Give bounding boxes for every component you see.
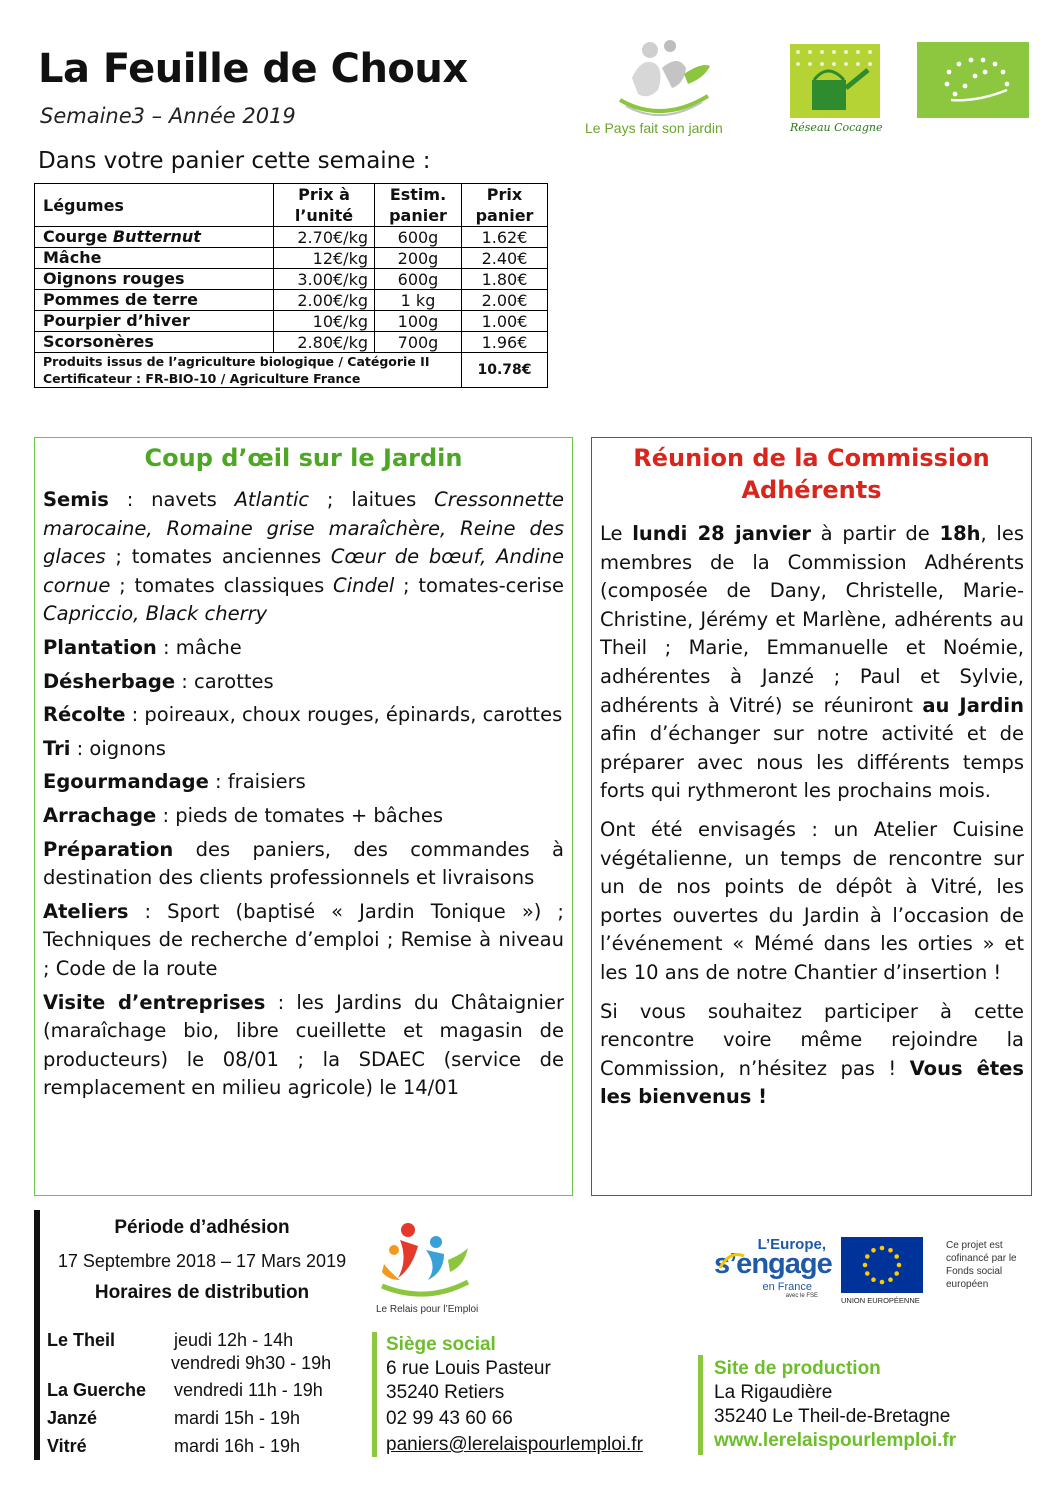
garden-item-label: Désherbage <box>43 669 176 693</box>
garden-text: ; tomates anciennes <box>105 545 331 569</box>
eu-star <box>865 1254 870 1259</box>
vegetable-name: Pommes de terre <box>35 290 274 311</box>
adhesion-block <box>47 1217 357 1304</box>
meeting-paragraph <box>600 998 1024 1112</box>
siege-address-line: 35240 Retiers <box>386 1382 505 1403</box>
eu-star <box>894 1271 899 1276</box>
eu-star <box>871 1248 876 1253</box>
siege-email-link[interactable]: paniers@lerelaispourlemploi.fr <box>386 1434 643 1455</box>
meeting-text: Si vous souhaitez participer à cette rencontre voire même rejoindre la Commission, n’hésitez pas ! <box>600 999 1024 1080</box>
garden-item <box>43 989 564 1103</box>
garden-item-text: : carottes <box>175 669 274 693</box>
basket-quantity: 100g <box>375 311 462 332</box>
europe-logo-text: L’Europe, <box>757 1236 826 1253</box>
meeting-place: au Jardin <box>922 693 1024 717</box>
hours-time: mardi 15h - 19h <box>174 1408 301 1428</box>
production-title: Site de production <box>714 1358 881 1379</box>
variety-name: Cindel <box>333 573 395 597</box>
garden-title: Coup d’œil sur le Jardin <box>144 444 463 472</box>
basket-quantity: 1 kg <box>375 290 462 311</box>
unit-price: 2.00€/kg <box>274 290 375 311</box>
basket-price: 2.00€ <box>462 290 548 311</box>
unit-price: 10€/kg <box>274 311 375 332</box>
basket-quantity: 600g <box>375 227 462 248</box>
garden-item-text: : les Jardins du Châtaignier (maraîchage bio, libre cueillette et magasin de producteurs) le 08/01 ; la SDAEC (service de remplacement en milieu agricole) le 14/01 <box>43 990 564 1100</box>
table-row <box>35 290 548 311</box>
eu-star <box>880 1246 885 1251</box>
unit-price: 12€/kg <box>274 248 375 269</box>
siege-social-block <box>386 1333 643 1457</box>
eu-star <box>871 1277 876 1282</box>
period-heading: Période d’adhésion <box>114 1217 290 1238</box>
meeting-title <box>592 442 1031 506</box>
basket-price: 1.96€ <box>462 332 548 353</box>
garden-item <box>43 768 564 797</box>
garden-item <box>43 898 564 984</box>
garden-item-label: Egourmandage <box>43 770 209 794</box>
garden-item <box>43 735 564 764</box>
garden-item-label: Visite d’entreprises <box>43 990 266 1014</box>
garden-item-label: Préparation <box>43 837 174 861</box>
garden-item-label: Ateliers <box>43 899 129 923</box>
basket-price: 1.80€ <box>462 269 548 290</box>
garden-item <box>43 668 564 697</box>
table-row <box>35 269 548 290</box>
cocagne-logo-caption: Réseau Cocagne <box>790 121 883 134</box>
garden-item <box>43 836 564 893</box>
table-row <box>35 248 548 269</box>
meeting-text: Le <box>600 522 633 545</box>
garden-text: : navets <box>108 488 235 511</box>
meeting-title-line: Réunion de la Commission <box>633 444 990 472</box>
siege-address-line: 6 rue Louis Pasteur <box>386 1358 551 1379</box>
garden-item-text: : oignons <box>70 736 166 760</box>
meeting-date: lundi 28 janvier <box>632 522 811 545</box>
variety-name: Cœur de bœuf, Andine cornue <box>43 545 564 597</box>
table-header: Prix à l’unité <box>274 184 375 227</box>
hours-place: Janzé <box>47 1408 98 1428</box>
certification-note: Produits issus de l’agriculture biologique / Catégorie II Certificateur : FR-BIO-10 / Agriculture France <box>35 353 462 388</box>
variety-name: Capriccio, Black cherry <box>43 602 268 626</box>
garden-item-label: Semis <box>43 488 109 511</box>
eu-organic-leaf-icon <box>917 42 1029 118</box>
basket-heading: Dans votre panier cette semaine : <box>38 148 431 174</box>
eu-flag-icon <box>841 1237 923 1293</box>
garden-item-text: : mâche <box>156 635 242 659</box>
reseau-cocagne-logo <box>790 44 880 118</box>
meeting-text: , les membres de la Commission Adhérents (composée de Dany, Christelle, Marie-Christine, Jérémy et Marlène, adhérents au Theil ; Marie, Emmanuelle et Noémie, adhérentes à Janzé ; Paul et Sylvie, adhérents à Vitré) se réuniront <box>600 522 1024 717</box>
eu-star <box>888 1248 893 1253</box>
europe-logo-text: en France <box>762 1281 812 1293</box>
eu-star <box>888 1277 893 1282</box>
eu-star-swirl-icon <box>716 1248 746 1278</box>
garden-text: ; tomates-cerise <box>394 573 564 597</box>
variety-name: Cressonnette marocaine, Romaine grise maraîchère, Reine des glaces <box>43 488 564 569</box>
basket-total: 10.78€ <box>462 353 548 388</box>
meeting-welcome: Vous êtes les bienvenus ! <box>600 1056 1024 1109</box>
website-link[interactable]: www.lerelaispourlemploi.fr <box>714 1430 957 1451</box>
black-vertical-bar <box>34 1210 40 1460</box>
meeting-paragraph <box>600 520 1024 806</box>
table-row <box>35 332 548 353</box>
eu-star <box>865 1271 870 1276</box>
garden-item-semis <box>43 486 564 629</box>
garden-item-text: : Sport (baptisé « Jardin Tonique ») ; Techniques de recherche d’emploi ; Remise à niveau ; Code de la route <box>43 899 564 980</box>
garden-item <box>43 634 564 663</box>
siege-title: Siège social <box>386 1334 496 1355</box>
table-header: Prix panier <box>462 184 548 227</box>
green-vertical-bar <box>372 1332 377 1457</box>
basket-quantity: 700g <box>375 332 462 353</box>
hours-time: vendredi 11h - 19h <box>174 1380 323 1400</box>
basket-price: 1.62€ <box>462 227 548 248</box>
garden-content <box>43 486 564 1108</box>
hours-time: vendredi 9h30 - 19h <box>171 1353 332 1373</box>
eu-star <box>897 1263 902 1268</box>
page-subtitle: Semaine3 – Année 2019 <box>40 104 296 128</box>
meeting-box <box>591 437 1032 1196</box>
meeting-text: afin d’échanger sur notre activité et de préparer avec nous les différents temps forts qui rythmeront les prochains mois. <box>600 722 1024 803</box>
eu-star <box>894 1254 899 1259</box>
basket-quantity: 200g <box>375 248 462 269</box>
hours-place: Vitré <box>47 1436 87 1456</box>
vegetable-name: Pourpier d’hiver <box>35 311 274 332</box>
period-dates: 17 Septembre 2018 – 17 Mars 2019 <box>57 1251 347 1271</box>
meeting-paragraph: Ont été envisagés : un Atelier Cuisine végétalienne, un temps de rencontre sur un de nos points de dépôt à Vitré, les portes ouvertes du Jardin à l’occasion de l’événement « Mémé dans les orties » et les 10 ans de notre Chantier d’insertion ! <box>600 817 1024 984</box>
meeting-time: 18h <box>939 522 981 545</box>
hours-place: Le Theil <box>47 1330 116 1350</box>
green-vertical-bar <box>698 1355 703 1455</box>
table-header: Estim. panier <box>375 184 462 227</box>
garden-item-label: Récolte <box>43 703 126 727</box>
production-address-line: 35240 Le Theil-de-Bretagne <box>714 1406 951 1427</box>
basket-quantity: 600g <box>375 269 462 290</box>
pays-fait-son-jardin-logo <box>612 38 716 120</box>
production-address-line: La Rigaudière <box>714 1382 833 1403</box>
meeting-title-line: Adhérents <box>741 476 882 504</box>
garden-item-text: : fraisiers <box>208 770 306 794</box>
garden-text: ; laitues <box>309 488 435 511</box>
garden-item-text: des paniers, des commandes à destination des clients professionnels et livraisons <box>43 837 564 890</box>
garden-item-label: Arrachage <box>43 803 157 827</box>
hours-time: mardi 16h - 19h <box>174 1436 301 1456</box>
meeting-text: à partir de <box>810 522 940 545</box>
table-header: Légumes <box>35 184 274 227</box>
pays-logo-caption: Le Pays fait son jardin <box>585 120 723 136</box>
basket-price: 2.40€ <box>462 248 548 269</box>
page-title: La Feuille de Choux <box>38 46 468 92</box>
basket-price: 1.00€ <box>462 311 548 332</box>
garden-overview-box <box>34 437 573 1196</box>
table-row <box>35 227 548 248</box>
hours-heading: Horaires de distribution <box>94 1282 310 1303</box>
hours-place: La Guerche <box>47 1380 147 1400</box>
vegetable-name: Mâche <box>35 248 274 269</box>
unit-price: 2.70€/kg <box>274 227 375 248</box>
garden-text: ; tomates classiques <box>110 573 334 597</box>
relais-logo-caption: Le Relais pour l’Emploi <box>376 1304 479 1315</box>
variety-name: Atlantic <box>234 488 310 511</box>
garden-item-text: : pieds de tomates + bâches <box>156 803 443 827</box>
garden-item <box>43 802 564 831</box>
unit-price: 3.00€/kg <box>274 269 375 290</box>
unit-price: 2.80€/kg <box>274 332 375 353</box>
vegetable-name: Courge Butternut <box>35 227 274 248</box>
production-site-block <box>714 1357 956 1453</box>
vegetable-name: Oignons rouges <box>35 269 274 290</box>
basket-price-table <box>34 183 548 388</box>
meeting-content <box>600 520 1024 1122</box>
hours-time: jeudi 12h - 14h <box>174 1330 294 1350</box>
relais-pour-l-emploi-logo <box>378 1220 474 1302</box>
europe-logo-text: s’engage <box>714 1248 832 1280</box>
garden-item <box>43 701 564 730</box>
garden-item-label: Tri <box>43 736 71 760</box>
ue-caption: UNION EUROPÉENNE <box>841 1296 920 1305</box>
table-row <box>35 311 548 332</box>
garden-item-text: : poireaux, choux rouges, épinards, carottes <box>125 703 563 727</box>
garden-item-label: Plantation <box>43 635 157 659</box>
eu-star <box>880 1280 885 1285</box>
table-footer-row <box>35 353 548 388</box>
europe-logo-text: avec le FSE <box>785 1293 818 1299</box>
siege-phone: 02 99 43 60 66 <box>386 1408 513 1429</box>
eu-star <box>863 1263 868 1268</box>
fse-note: Ce projet est cofinancé par le Fonds social européen <box>946 1240 1017 1290</box>
vegetable-name: Scorsonères <box>35 332 274 353</box>
